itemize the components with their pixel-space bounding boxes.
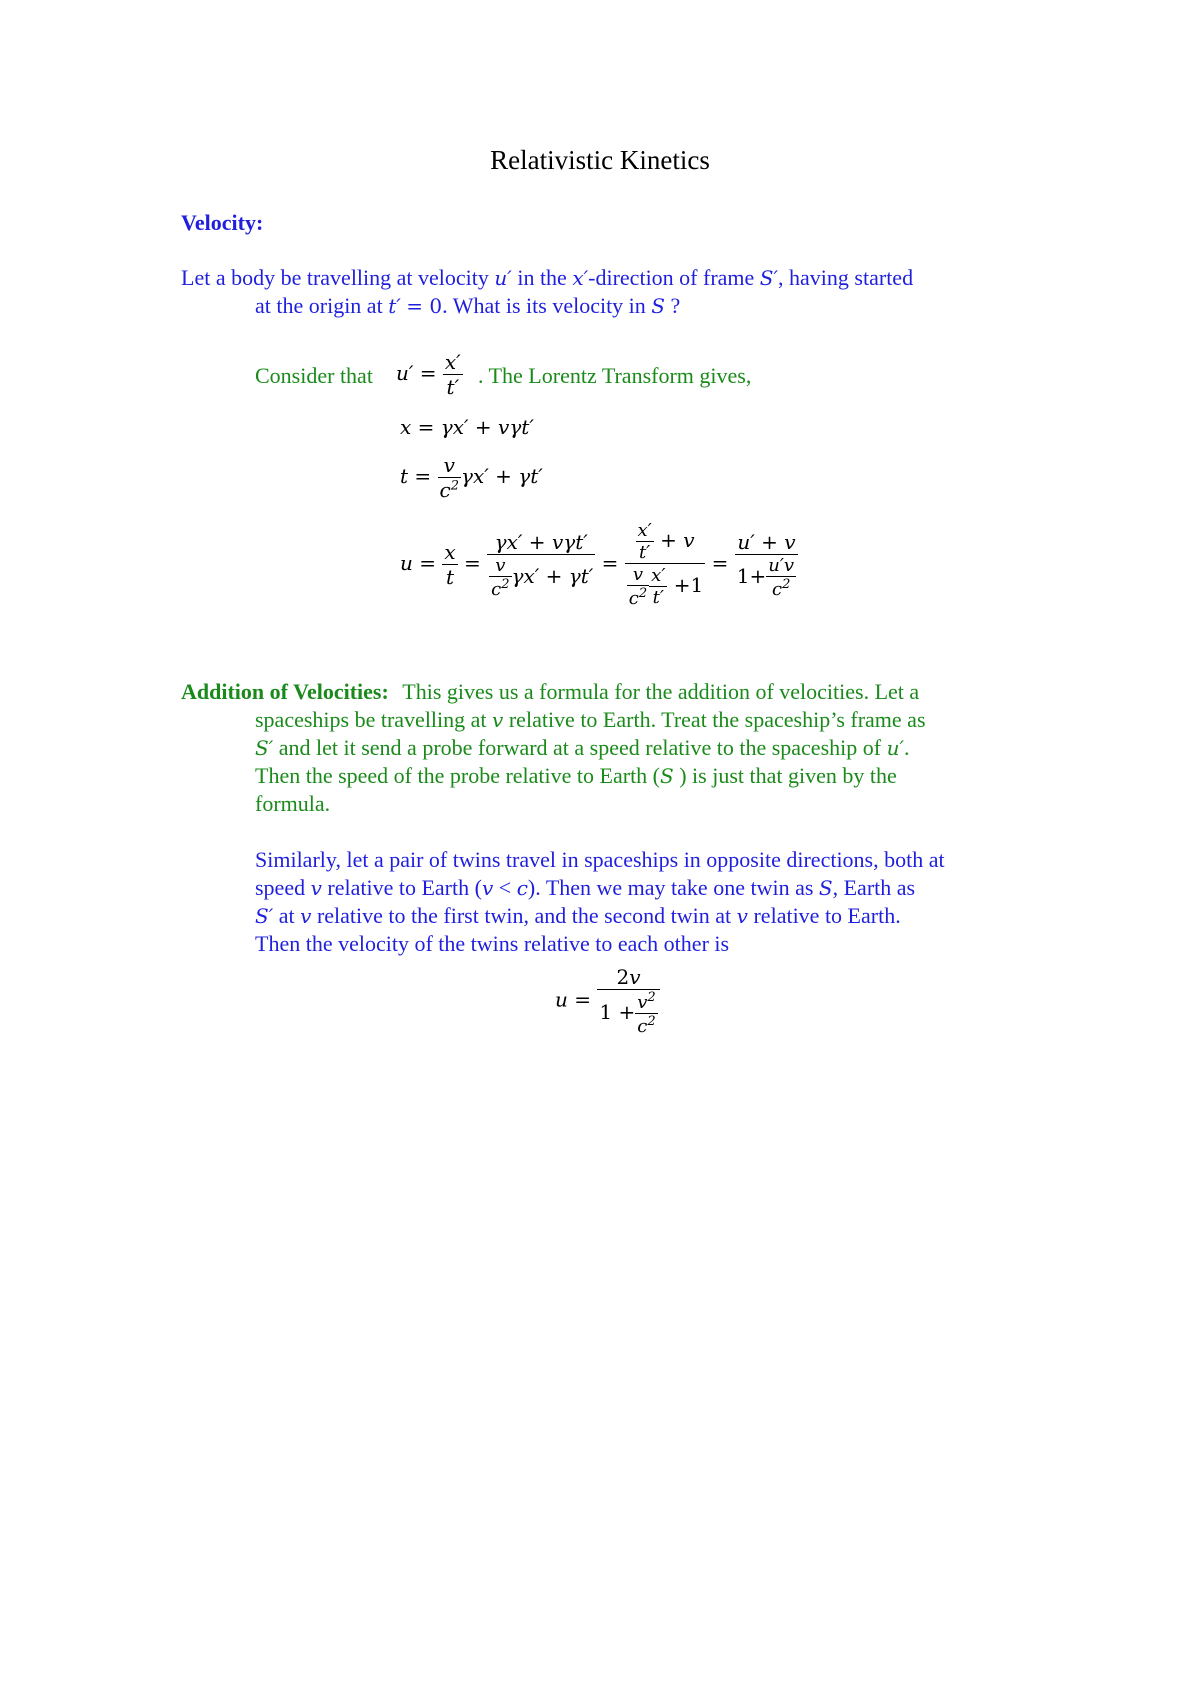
addition-line3: S′ and let it send a probe forward at a speed relative to the spaceship of u′. xyxy=(255,735,910,760)
consider-line: Consider that xyxy=(255,363,373,388)
equation-twins-relative-velocity: u = 2v 1 + $\frac{v^2}{c^2}$ xyxy=(555,965,660,1037)
twins-line2: speed v relative to Earth (v < c). Then we may take one twin as S, Earth as xyxy=(255,875,916,900)
consider-line-end: . The Lorentz Transform gives, xyxy=(478,363,752,388)
velocity-intro-line1: Let a body be travelling at velocity u′ in the x′-direction of frame S′, having started xyxy=(181,265,914,290)
twins-line1: Similarly, let a pair of twins travel in spaceships in opposite directions, both at xyxy=(255,847,945,872)
equation-t: t = $\frac{v}{c^2}$ γx′ + γt′ xyxy=(400,453,543,502)
velocity-heading: Velocity: xyxy=(181,210,264,235)
page-title: Relativistic Kinetics xyxy=(490,145,710,175)
addition-line4: Then the speed of the probe relative to Earth (S ) is just that given by the xyxy=(255,763,897,788)
twins-line3: S′ at v relative to the first twin, and the second twin at v relative to Earth. xyxy=(255,903,901,928)
equation-u-prime: u′ = $\frac{x'}{t'}$ xyxy=(396,350,461,399)
addition-line1: Addition of Velocities: This gives us a formula for the addition of velocities. Let a xyxy=(181,679,920,704)
addition-line2: spaceships be travelling at v relative to Earth. Treat the spaceship’s frame as xyxy=(255,707,926,732)
equation-velocity-transform: u = $\frac{x}{t}$ = γx′ + vγt′ $\frac{v}{c^2}$ γx′ + γt′ = $\frac{x'}{t'}$ + v $\frac{v}{c^2}$ $\frac{x'}{t'}$ +1 = u′ + v 1+ $\frac{u'v}{c^2}$ xyxy=(400,520,798,609)
velocity-intro-line2: at the origin at t′ = 0. What is its velocity in S ? xyxy=(255,293,681,318)
equation-x: x = γx′ + vγt′ xyxy=(400,415,534,439)
addition-line5: formula. xyxy=(255,791,331,816)
addition-heading: Addition of Velocities: xyxy=(181,679,389,704)
twins-line4: Then the velocity of the twins relative to each other is xyxy=(255,931,730,956)
